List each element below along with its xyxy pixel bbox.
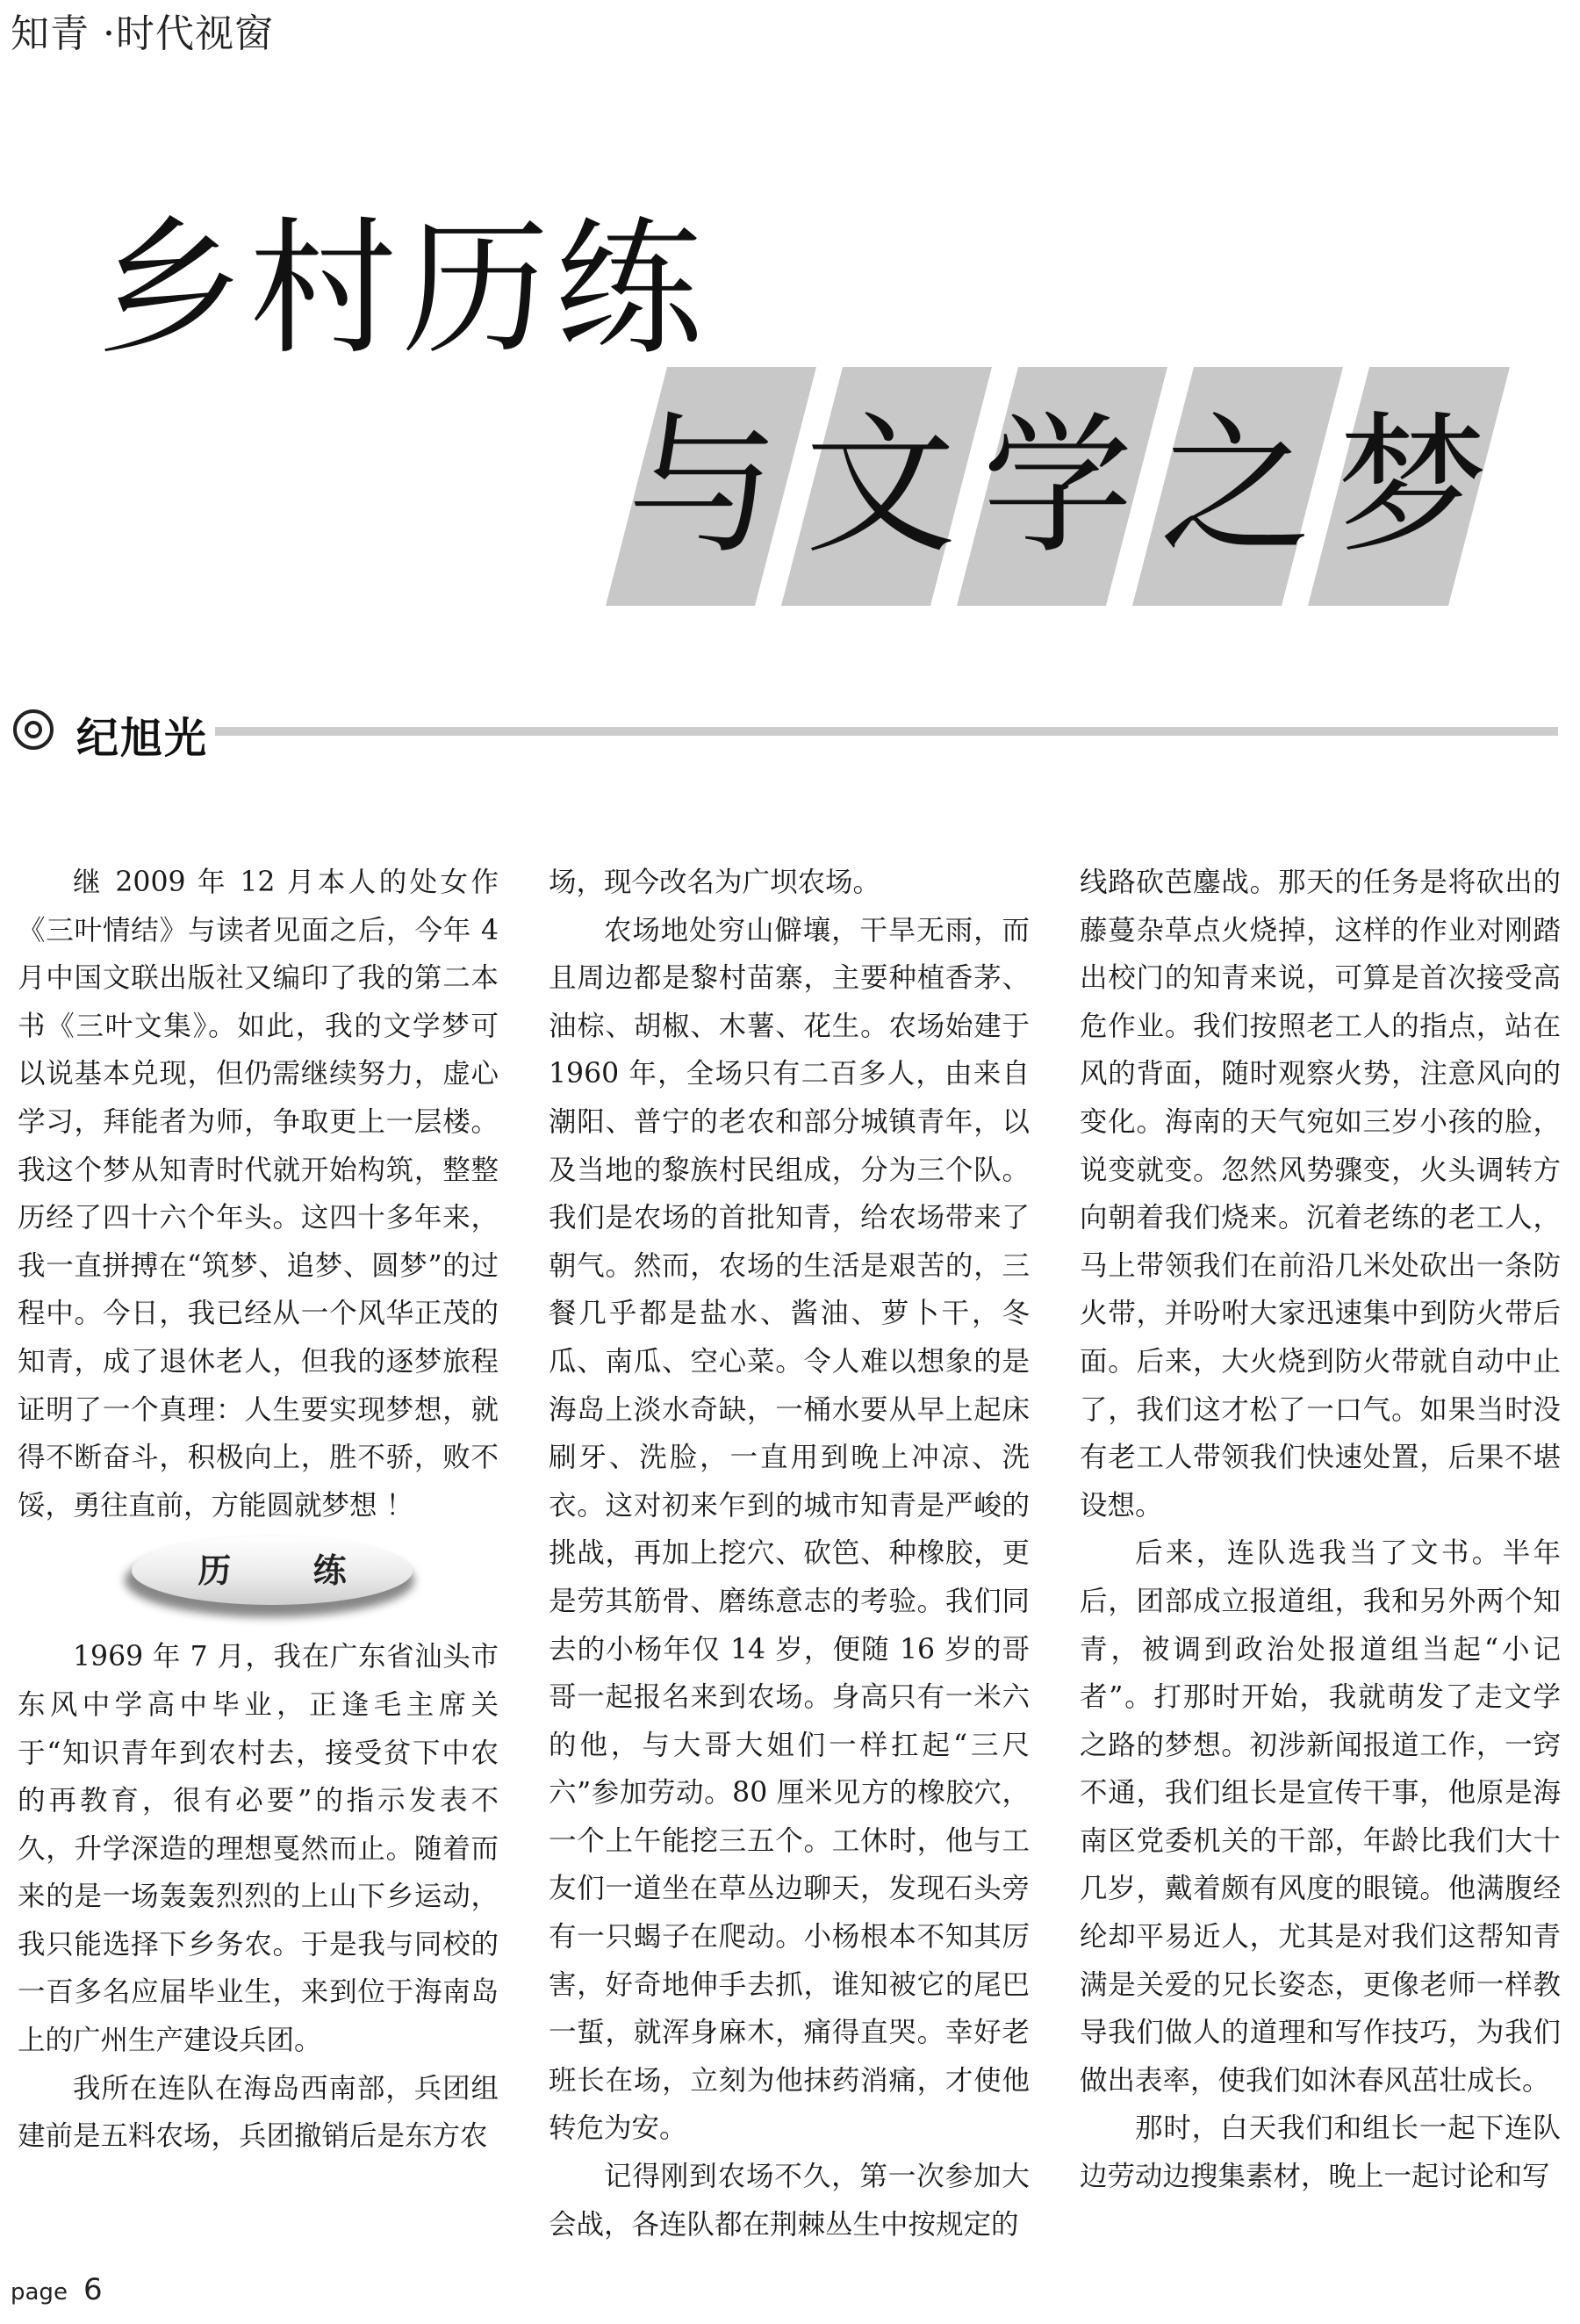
author-name: 纪旭光 — [76, 714, 209, 763]
section-badge-pill — [132, 1536, 413, 1605]
title-char: 学 — [982, 398, 1133, 574]
paragraph: 农场地处穷山僻壤，干旱无雨，而且周边都是黎村苗寨，主要种植香茅、油棕、胡椒、木薯、花生。农场始建于 1960 年，全场只有二百多人，由来自潮阳、普宁的老农和部分城镇青年，以及当地的黎族村民组成，分为三个队。我们是农场的首批知青，给农场带来了朝气。然而，农场的生活是艰苦的，三餐几乎都是盐水、酱油、萝卜干，冬瓜、南瓜、空心菜。令人难以想象的是海岛上淡水奇缺，一桶水要从早上起床刷牙、洗脸，一直用到晚上冲凉、洗衣。这对初来乍到的城市知青是严峻的挑战，再加上挖穴、砍笆、种橡胶，更是劳其筋骨、磨练意志的考验。我们同去的小杨年仅 14 岁，便随 16 岁的哥哥一起报名来到农场。身高只有一米六的他，与大哥大姐们一样扛起“三尺六”参加劳动。80 厘米见方的橡胶穴，一个上午能挖三五个。工休时，他与工友们一道坐在草丛边聊天，发现石头旁有一只蝎子在爬动。小杨根本不知其厉害，好奇地伸手去抓，谁知被它的尾巴一蜇，就浑身麻木，痛得直哭。幸好老班长在场，立刻为他抹药消痛，才使他转危为安。 — [549, 914, 1030, 2145]
section-label: 历 练 — [198, 1551, 382, 1591]
text-column-3 — [1080, 859, 1561, 2201]
author-row — [13, 702, 1558, 764]
title-char: 之 — [1160, 398, 1311, 574]
title-char: 与 — [628, 398, 779, 574]
double-circle-icon — [13, 709, 54, 750]
text-column-2 — [549, 859, 1030, 2248]
paragraph: 那时，白天我们和组长一起下连队边劳动边搜集素材，晚上一起讨论和写 — [1080, 2112, 1561, 2193]
paragraph-continued: 场，现今改名为广坝农场。 — [549, 867, 881, 898]
title-line2 — [606, 367, 1510, 606]
page-label: page — [11, 2279, 68, 2306]
page-footer — [11, 2272, 103, 2307]
title-char: 文 — [805, 398, 956, 574]
paragraph: 继 2009 年 12 月本人的处女作《三叶情结》与读者见面之后，今年 4 月中国文联出版社又编印了我的第二本书《三叶文集》。如此，我的文学梦可以说基本兑现，但仍需继续努力，虚心学习，拜能者为师，争取更上一层楼。我这个梦从知青时代就开始构筑，整整历经了四十六个年头。这四十多年来，我一直拼搏在“筑梦、追梦、圆梦”的过程中。今日，我已经从一个风华正茂的知青，成了退休老人，但我的逐梦旅程证明了一个真理：人生要实现梦想，就得不断奋斗，积极向上，胜不骄，败不馁，勇往直前，方能圆就梦想 ！ — [18, 867, 499, 1522]
author-rule — [215, 727, 1558, 736]
text-column-1 — [18, 859, 499, 2161]
header-tag: 知青 ·时代视窗 — [11, 11, 274, 56]
paragraph: 后来，连队选我当了文书。半年后，团部成立报道组，我和另外两个知青，被调到政治处报道组当起“小记者”。打那时开始，我就萌发了走文学之路的梦想。初涉新闻报道工作，一窍不通，我们组长是宣传干事，他原是海南区党委机关的干部，年龄比我们大十几岁，戴着颇有风度的眼镜。他满腹经纶却平易近人，尤其是对我们这帮知青满是关爱的兄长姿态，更像老师一样教导我们做人的道理和写作技巧，为我们做出表率，使我们如沐春风茁壮成长。 — [1080, 1537, 1561, 2097]
paragraph: 我所在连队在海岛西南部，兵团组建前是五料农场，兵团撤销后是东方农 — [18, 2072, 499, 2153]
section-badge — [18, 1535, 499, 1633]
paragraph: 1969 年 7 月，我在广东省汕头市东风中学高中毕业，正逢毛主席关于“知识青年到农村去，接受贫下中农的再教育，很有必要”的指示发表不久，升学深造的理想戛然而止。随着而来的是一场轰轰烈烈的上山下乡运动，我只能选择下乡务农。于是我与同校的一百多名应届毕业生，来到位于海南岛上的广州生产建设兵团。 — [18, 1641, 499, 2057]
paragraph: 记得刚到农场不久，第一次参加大会战，各连队都在荆棘丛生中按规定的 — [549, 2161, 1030, 2241]
page-number: 6 — [83, 2272, 103, 2307]
paragraph-continued: 线路砍芭鏖战。那天的任务是将砍出的藤蔓杂草点火烧掉，这样的作业对刚踏出校门的知青来说，可算是首次接受高危作业。我们按照老工人的指点，站在风的背面，随时观察火势，注意风向的变化。海南的天气宛如三岁小孩的脸，说变就变。忽然风势骤变，火头调转方向朝着我们烧来。沉着老练的老工人，马上带领我们在前沿几米处砍出一条防火带，并吩咐大家迅速集中到防火带后面。后来，大火烧到防火带就自动中止了，我们这才松了一口气。如果当时没有老工人带领我们快速处置，后果不堪设想。 — [1080, 867, 1561, 1522]
title-char: 梦 — [1337, 398, 1488, 574]
title-line1: 乡村历练 — [97, 203, 707, 375]
